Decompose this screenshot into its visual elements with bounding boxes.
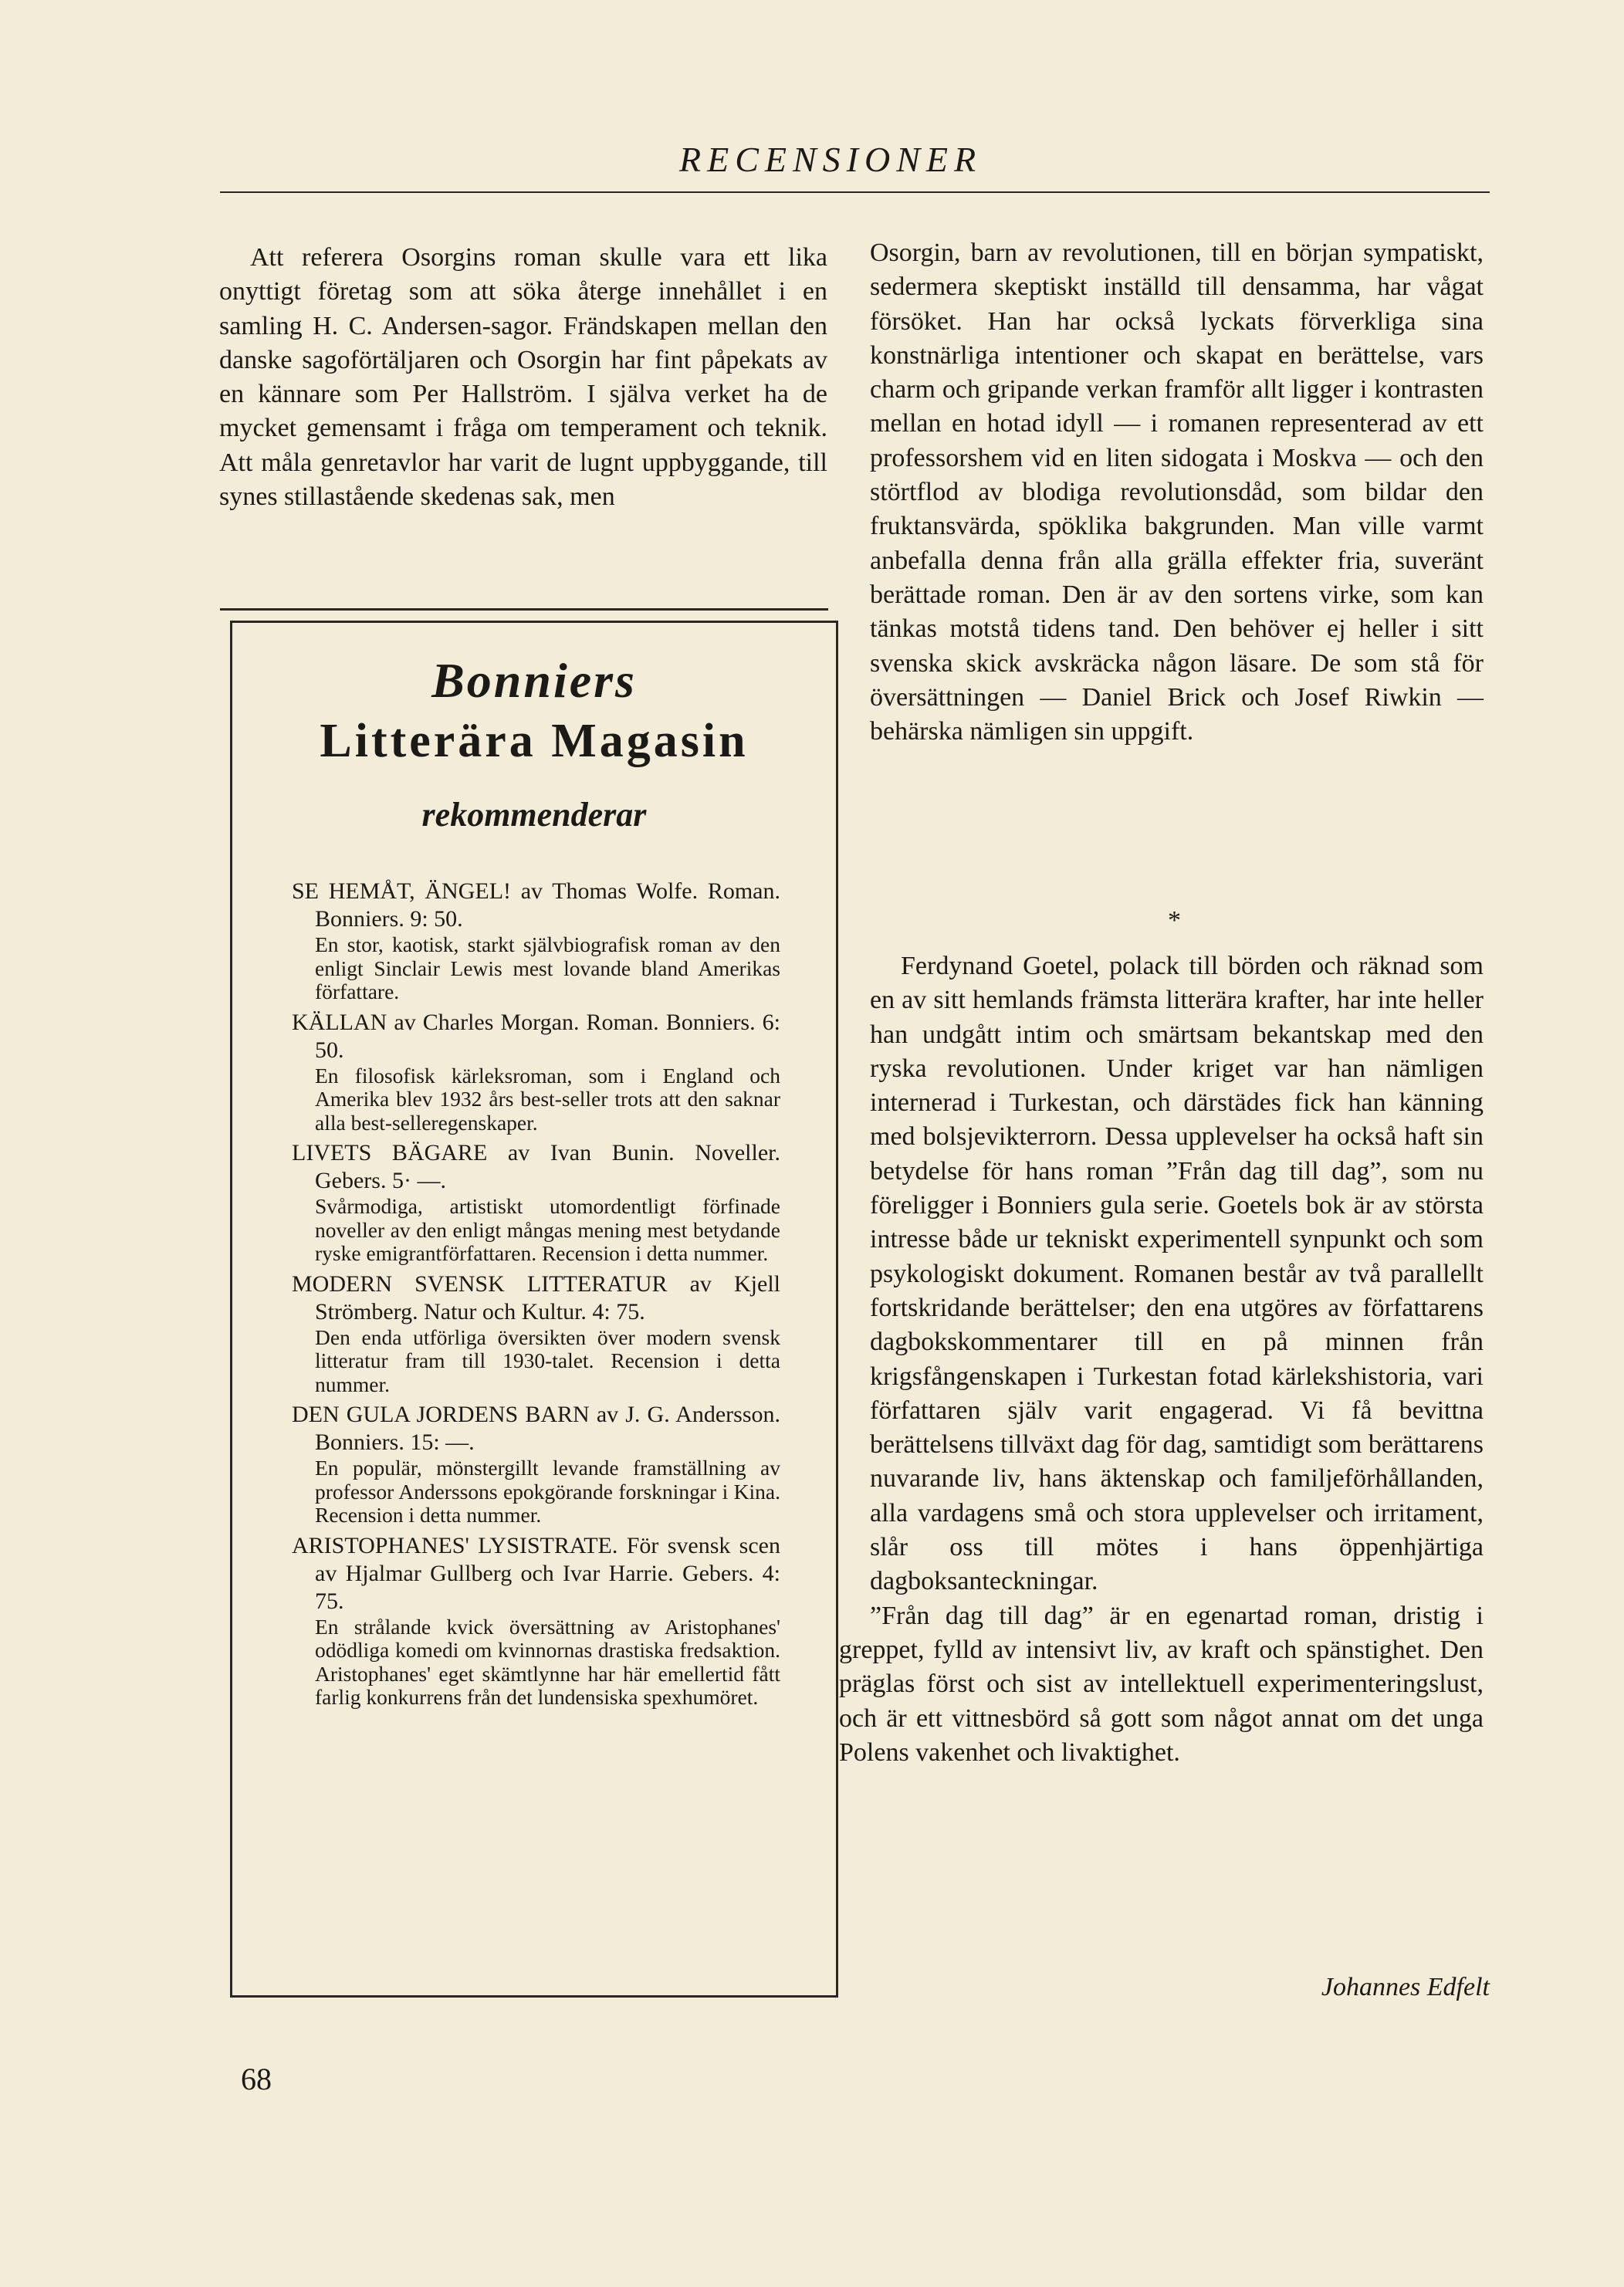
book-title: ARISTOPHANES' LYSISTRATE. För svensk scen av Hjalmar Gullberg och Ivar Harrie. Gebers. 4: 75. — [292, 1532, 780, 1614]
advertisement-title-magazine: Litterära Magasin — [320, 715, 749, 767]
book-entry — [292, 1270, 780, 1397]
right-column-paragraph-2 — [839, 949, 1484, 1770]
page-number: 68 — [241, 2062, 272, 2096]
running-head: RECENSIONER — [679, 140, 983, 179]
book-entry — [292, 1139, 780, 1266]
right-column-paragraph-1: Osorgin, barn av revolutionen, till en början sympatiskt, sedermera skeptiskt inställd till densamma, har vågat försöket. Han har också lyckats förverkliga sina konstnärliga intentioner och skapat en berättelse, vars charm och gripande verkan framför allt ligger i kontrasten mellan en hotad idyll — i romanen representerad av ett professorshem vid en liten sidogata i Moskva — och den störtflod av blodiga revolutionsdåd, som bildar den fruktansvärda, spöklika bakgrunden. Man ville varmt anbefalla denna från alla grälla effekter fria, suveränt berättade roman. Den är av den sortens virke, som kan tänkas motstå tidens tand. Den behöver ej heller i sitt svenska skick avskräcka någon läsare. De som stå för översättningen — Daniel Brick och Josef Riwkin — behärska nämligen sin uppgift. — [870, 239, 1484, 746]
author-signature: Johannes Edfelt — [1321, 1973, 1490, 2001]
book-description: En stor, kaotisk, starkt självbiografisk roman av den enligt Sinclair Lewis mest lovande bland Amerikas författare. — [315, 932, 780, 1003]
section-separator: * — [1168, 906, 1181, 935]
book-title: KÄLLAN av Charles Morgan. Roman. Bonniers. 6: 50. — [292, 1009, 780, 1063]
book-description: En filosofisk kärleksroman, som i England och Amerika blev 1932 års best-seller trots att den saknar alla best-selleregenskaper. — [315, 1063, 780, 1135]
review-conclusion-paragraph: ”Från dag till dag” är en egenartad roman, dristig i greppet, fylld av intensivt liv, av kraft och spänstighet. Den präglas först och sist av intellektuell experimenteringslust, och är ett vittnesbörd så gott som något annat om det unga Polens vakenhet och livaktighet. — [839, 1601, 1484, 1767]
recommended-books-list — [292, 878, 780, 1714]
book-title: DEN GULA JORDENS BARN av J. G. Andersson. Bonniers. 15: —. — [292, 1402, 780, 1455]
book-entry — [292, 1532, 780, 1710]
advertisement-title-recommends: rekommenderar — [421, 796, 647, 834]
left-column-paragraph: Att referera Osorgins roman skulle vara ett lika onyttigt företag som att söka återge innehållet i en samling H. C. Andersen-sagor. Frändskapen mellan den danske sagoförtäljaren och Osorgin har fint påpekats av en kännare som Per Hallström. I själva verket ha de mycket gemensamt i fråga om temperament och teknik. Att måla genretavlor har varit de lugnt uppbyggande, till synes stillastående skedenas sak, men — [219, 243, 827, 512]
advertisement-title-bonniers: Bonniers — [431, 653, 637, 708]
book-entry — [292, 1009, 780, 1135]
book-description: En strålande kvick översättning av Aristophanes' odödliga komedi om kvinnornas drastiska fredsaktion. Aristophanes' eget skämtlynne har här emellertid fått farlig konkurrens från det lundensiska spexhumöret. — [315, 1614, 780, 1709]
book-entry — [292, 878, 780, 1004]
book-title: MODERN SVENSK LITTERATUR av Kjell Strömberg. Natur och Kultur. 4: 75. — [292, 1270, 780, 1324]
book-description: Den enda utförliga översikten över modern svensk litteratur fram till 1930-talet. Recension i detta nummer. — [315, 1324, 780, 1396]
book-description: En populär, mönstergillt levande framställning av professor Anderssons epokgörande forskningar i Kina. Recension i detta nummer. — [315, 1456, 780, 1527]
book-title: LIVETS BÄGARE av Ivan Bunin. Noveller. Gebers. 5· —. — [292, 1140, 780, 1193]
header-rule — [220, 191, 1490, 193]
review-goetel-paragraph: Ferdynand Goetel, polack till börden och räknad som en av sitt hemlands främsta litterära krafter, har inte heller han undgått intim och smärtsam bekantskap med den ryska revolutionen. Under kriget var han nämligen internerad i Turkestan, och därstädes fick han känning med bolsjevikterrorn. Dessa upplevelser ha också haft sin betydelse för hans roman ”Från dag till dag”, som nu föreligger i Bonniers gula serie. Goetels bok är av största intresse både ur tekniskt experimentell synpunkt och som psykologiskt dokument. Romanen består av två parallellt fortskridande berättelser; den ena utgöres av författarens dagbokskommentarer till en på minnen från krigsfångenskapen i Turkestan fotad kärlekshistoria, vari författaren själv varit engagerad. Vi få bevittna berättelsens tillväxt dag för dag, samtidigt som berättarens nuvarande liv, hans äktenskap och familjeförhållanden, alla vardagens små och stora upplevelser och irritament, slår oss till mötes i hans öppenhjärtiga dagboksanteckningar. — [870, 952, 1484, 1596]
book-title: SE HEMÅT, ÄNGEL! av Thomas Wolfe. Roman. Bonniers. 9: 50. — [292, 878, 780, 932]
book-description: Svårmodiga, artistiskt utomordentligt förfinade noveller av den enligt mångas mening mest betydande ryske emigrantförfattaren. Recension i detta nummer. — [315, 1194, 780, 1265]
advertisement-top-rule — [220, 608, 828, 611]
book-entry — [292, 1401, 780, 1527]
